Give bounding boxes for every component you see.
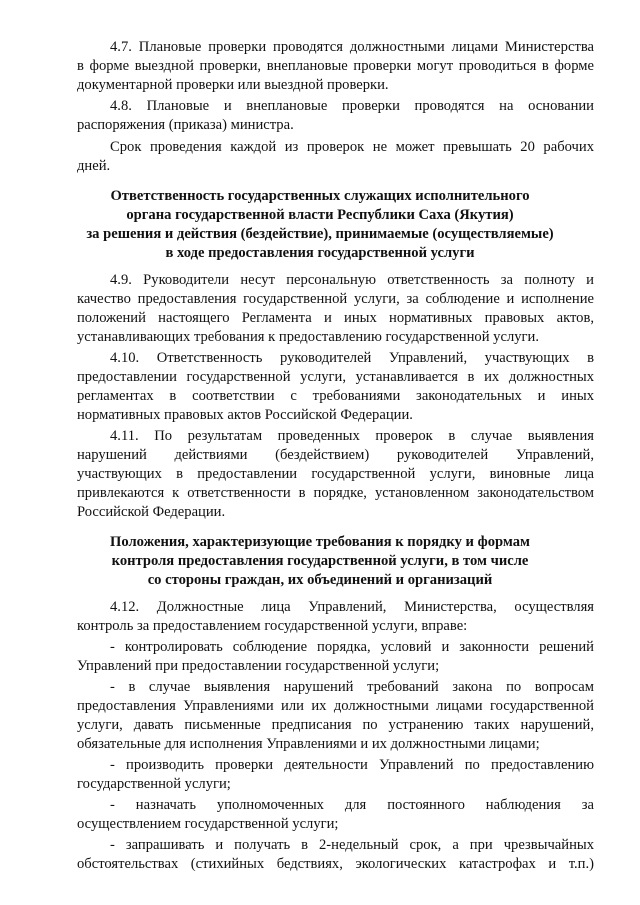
heading-line: контроля предоставления государственной услуги, в том числе — [111, 553, 529, 569]
text-line: контроль за предоставлением государственной услуги, вправе: — [77, 618, 468, 634]
text-line: - производить проверки деятельности Управлений по предоставлению — [110, 757, 594, 773]
text-line: - назначать уполномоченных для постоянного наблюдения за — [110, 797, 594, 813]
text-line: распоряжения (приказа) министра. — [77, 117, 294, 133]
text-line: участвующих в предоставлении государственной услуги, виновные лица — [77, 466, 594, 482]
text-line: устанавливающих требования к предоставлению государственной услуги. — [77, 329, 539, 345]
text-line: - контролировать соблюдение порядка, условий и законности решений — [110, 639, 594, 655]
text-line: дней. — [77, 158, 111, 174]
heading-line: Положения, характеризующие требования к порядку и формам — [110, 534, 530, 550]
text-line: 4.10. Ответственность руководителей Управлений, участвующих в — [110, 350, 594, 366]
text-line: 4.11. По результатам проведенных проверок в случае выявления — [110, 428, 594, 444]
text-line: 4.12. Должностные лица Управлений, Министерства, осуществляя — [110, 599, 594, 615]
text-line: - в случае выявления нарушений требований закона по вопросам — [110, 679, 594, 695]
text-line: нормативных правовых актов Российской Федерации. — [77, 407, 413, 423]
text-line: - запрашивать и получать в 2-недельный срок, а при чрезвычайных — [110, 837, 594, 853]
text-line: предоставлении государственной услуги, устанавливается в их должностных — [77, 369, 594, 385]
heading-line: в ходе предоставления государственной услуги — [165, 245, 475, 261]
text-line: Управлений при предоставлении государственной услуги; — [77, 658, 440, 674]
text-line: 4.7. Плановые проверки проводятся должностными лицами Министерства — [110, 39, 594, 55]
text-line: осуществлением государственной услуги; — [77, 816, 339, 832]
text-line: Срок проведения каждой из проверок не может превышать 20 рабочих — [110, 139, 594, 155]
text-line: 4.9. Руководители несут персональную ответственность за полноту и — [110, 272, 594, 288]
text-line: 4.8. Плановые и внеплановые проверки проводятся на основании — [110, 98, 594, 114]
text-line: документарной проверки или выездной проверки. — [77, 77, 389, 93]
heading-line: органа государственной власти Республики Саха (Якутия) — [126, 207, 514, 223]
text-line: нарушений действиями (бездействием) руководителей Управлений, — [77, 447, 594, 463]
text-line: качество предоставления государственной услуги, за соблюдение и исполнение — [77, 291, 594, 307]
heading-line: за решения и действия (бездействие), принимаемые (осуществляемые) — [86, 226, 554, 242]
text-line: Российской Федерации. — [77, 504, 226, 520]
text-line: государственной услуги; — [77, 776, 231, 792]
text-line: обстоятельствах (стихийных бедствиях, экологических катастрофах и т.п.) — [77, 856, 594, 872]
text-line: регламентах в соответствии с требованиями законодательных и иных — [77, 388, 594, 404]
text-line: привлекаются к ответственности в порядке, установленном законодательством — [77, 485, 594, 501]
text-line: положений настоящего Регламента и иных нормативных правовых актов, — [77, 310, 594, 326]
heading-line: со стороны граждан, их объединений и организаций — [147, 572, 493, 588]
text-line: услуги, давать письменные предписания по устранению таких нарушений, — [77, 717, 594, 733]
text-line: предоставления Управлениями или их должностными лицами государственной — [77, 698, 594, 714]
text-line: в форме выездной проверки, внеплановые проверки могут проводиться в форме — [77, 58, 594, 74]
heading-line: Ответственность государственных служащих исполнительного — [110, 188, 530, 204]
text-line: обязательные для исполнения Управлениями и их должностными лицами; — [77, 736, 540, 752]
